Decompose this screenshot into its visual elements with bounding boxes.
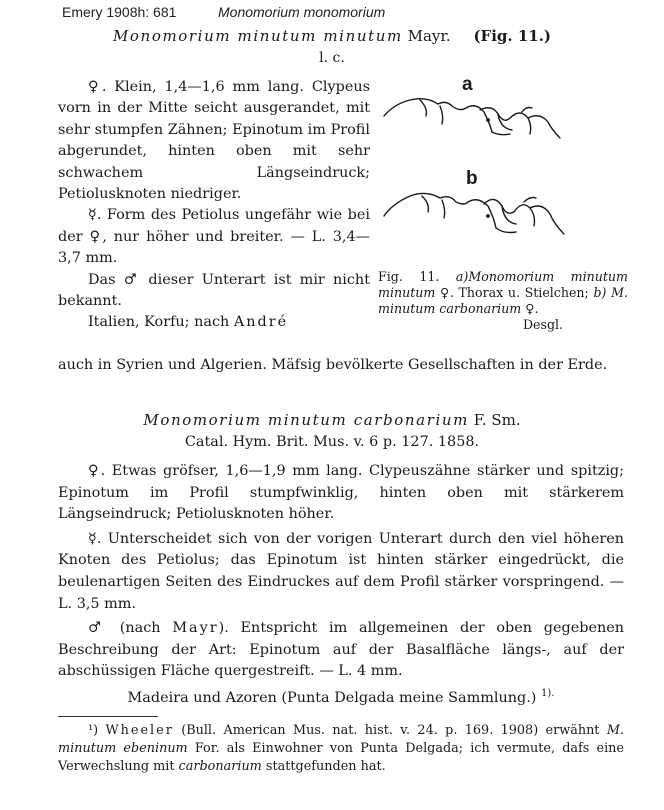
section2-locality (58, 683, 624, 709)
section1-paragraph-male: Das ♂ dieser Unterart ist mir nicht bekannt. (58, 271, 370, 310)
section2-paragraph-male (58, 618, 624, 683)
caption-b-name: M. minutum carbonarium (378, 285, 628, 316)
section1-title-name: Monomorium minutum minutum (112, 27, 403, 45)
footnote-text-3: stattgefunden hat. (265, 759, 386, 774)
section1-column (58, 77, 370, 334)
section1-paragraph-female: ♀. Klein, 1,4—1,6 mm lang. Clypeus vorn in der Mitte seicht ausgerandet, mit sehr stumpfen Zähnen; Epinotum im Profil abgerundet, hinten oben mit sehr schwachem Längseindruck; Petiolusknoten niedriger. (58, 79, 370, 203)
footnote-text-1: (Bull. American Mus. nat. hist. v. 24. p. 169. 1908) erwähnt (181, 723, 600, 738)
figure-11 (380, 66, 640, 266)
section1-title (0, 27, 664, 45)
male-description: ). Entspricht im allgemeinen der oben gegebenen Beschreibung der Art: Epinotum auf der Basalfläche längs-, auf der abschüssigen Fläche quergestreift. — L. 4 mm. (58, 620, 625, 680)
male-note-start: ♂ (nach (88, 620, 161, 637)
footnote-mark: ¹) (88, 723, 99, 738)
footnote-marker: 1). (540, 687, 555, 699)
author-andre: André (233, 314, 289, 331)
section2-title-name: Monomorium minutum carbonarium (143, 411, 469, 429)
caption-prefix: Fig. 11. (378, 269, 440, 284)
loc-cit: l. c. (319, 50, 345, 66)
header-species: Monomorium monomorium (218, 4, 386, 20)
figure-label-b: b (466, 168, 478, 189)
figure-label-a: a (462, 74, 473, 95)
figure-caption (378, 269, 628, 333)
caption-a-name: Monomorium minutum minutum (378, 269, 628, 300)
section2-paragraph-female: ♀. Etwas gröfser, 1,6—1,9 mm lang. Clypeuszähne stärker und spitzig; Epinotum im Profil stumpfwinklig, hinten oben mit stärkerem Längseindruck; Petiolusknoten höher. (58, 463, 624, 523)
author-wheeler: Wheeler (105, 723, 174, 738)
section1-paragraph-worker: ☿. Form des Petiolus ungefähr wie bei der ♀, nur höher und breiter. — L. 3,4—3,7 mm. (58, 207, 370, 267)
footnote-taxon-1: M. minutum ebeninum (58, 723, 624, 756)
section2-title (0, 411, 664, 429)
footnote-text-2: For. als Einwohner von Punta Delgada; ich vermute, dafs eine Verwechslung mit (58, 741, 624, 774)
footnote-text (58, 722, 624, 776)
caption-end: Desgl. (522, 317, 564, 332)
footnote (58, 722, 624, 776)
section2-reference: Catal. Hym. Brit. Mus. v. 6 p. 127. 1858. (184, 434, 480, 450)
caption-a-rest: ♀. Thorax u. Stielchen; (439, 285, 589, 300)
footnote-rule (58, 716, 158, 717)
ant-thorax-drawing (380, 66, 640, 266)
caption-b-rest: ♀. (525, 301, 539, 316)
section2-paragraph-worker: ☿. Unterscheidet sich von der vorigen Unterart durch den viel höheren Knoten des Petiolus; das Epinotum ist hinten stärker eingedrückt, die beulenartigen Seiten des Eindruckes auf dem Profil stärker vorspringend. — L. 3,5 mm. (58, 530, 624, 612)
figure-reference: (Fig. 11.) (473, 27, 552, 45)
caption-a-letter: a) (455, 269, 469, 284)
section1-distribution-start (58, 312, 370, 333)
footnote-taxon-2: carbonarium (178, 759, 262, 774)
caption-b-letter: b) (593, 285, 607, 300)
section1-distribution-rest: auch in Syrien und Algerien. Mäfsig bevölkerte Gesellschaften in der Erde. (58, 357, 608, 373)
distribution-text: Italien, Korfu; nach (88, 314, 230, 331)
locality-text: Madeira und Azoren (Punta Delgada meine Sammlung.) (127, 689, 537, 706)
section2-title-author: F. Sm. (473, 411, 521, 429)
section1-title-author: Mayr. (407, 27, 451, 45)
header-citation: Emery 1908h: 681 (62, 4, 177, 20)
section2-body (58, 461, 624, 709)
author-mayr: Mayr (172, 620, 219, 637)
